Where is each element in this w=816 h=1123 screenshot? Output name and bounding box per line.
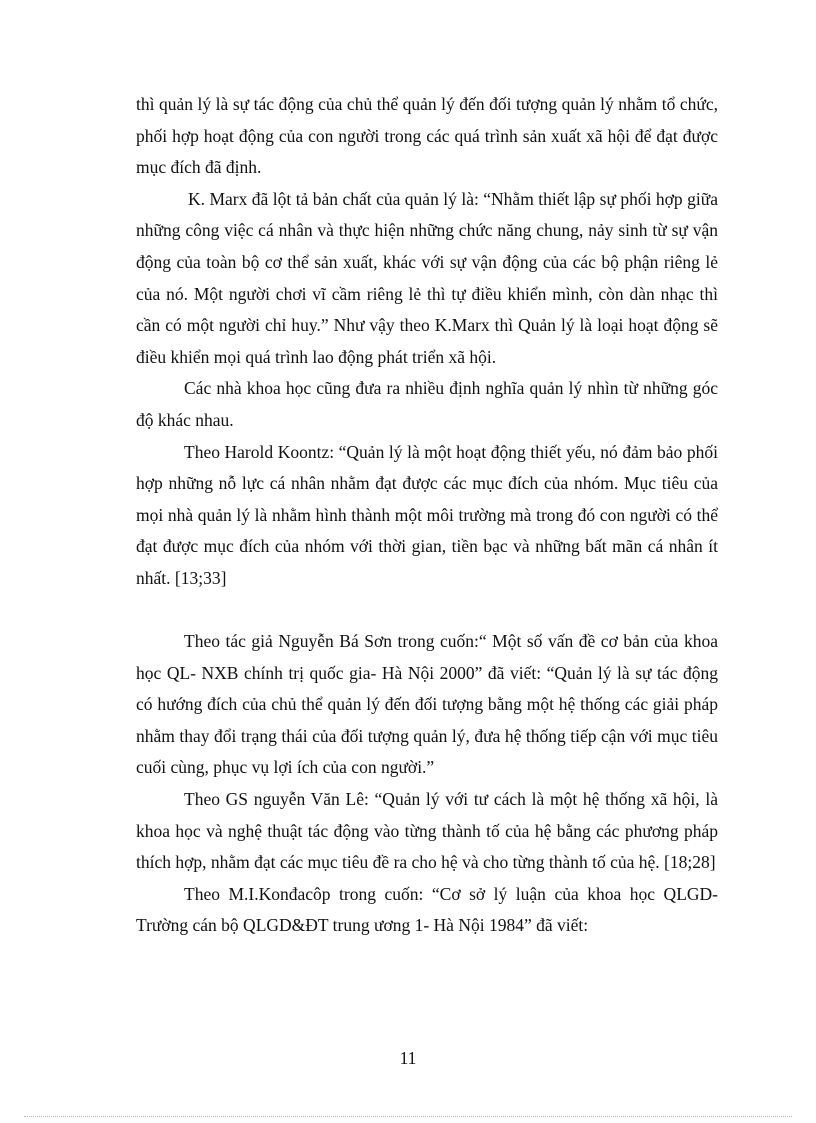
- paragraph-kondacop: Theo M.I.Konđacôp trong cuốn: “Cơ sở lý luận của khoa học QLGD- Trường cán bộ QLGD&ĐT trung ương 1- Hà Nội 1984” đã viết:: [136, 883, 718, 936]
- paragraph-koontz: Theo Harold Koontz: “Quản lý là một hoạt động thiết yếu, nó đảm bảo phối hợp những nỗ lực cá nhân nhằm đạt được các mục đích của nhóm. Mục tiêu của mọi nhà quản lý là nhằm hình thành một môi trường mà trong đó con người có thể đạt được mục đích của nhóm với thời gian, tiền bạc và những bất mãn cá nhân ít nhất. [13;33]: [136, 441, 718, 588]
- paragraph-nguyen-ba-son: Theo tác giả Nguyễn Bá Sơn trong cuốn:“ Một số vấn đề cơ bản của khoa học QL- NXB chính trị quốc gia- Hà Nội 2000” đã viết: “Quản lý là sự tác động có hướng đích của chủ thể quản lý đến đối tượng bằng một hệ thống các giải pháp nhằm thay đổi trạng thái của đối tượng quản lý, đưa hệ thống tiếp cận với mục tiêu cuối cùng, phục vụ lợi ích của con người.”: [136, 631, 718, 778]
- paragraph-continuation: thì quản lý là sự tác động của chủ thể quản lý đến đối tượng quản lý nhằm tổ chức, phối hợp hoạt động của con người trong các quá trình sản xuất xã hội để đạt được mục đích đã định.: [136, 94, 718, 178]
- paragraph-definitions-intro: Các nhà khoa học cũng đưa ra nhiều định nghĩa quản lý nhìn từ những góc độ khác nhau.: [136, 378, 718, 430]
- paragraph-gap: [136, 595, 718, 627]
- paragraph-marx: K. Marx đã lột tả bản chất của quản lý là: “Nhằm thiết lập sự phối hợp giữa những công việc cá nhân và thực hiện những chức năng chung, nảy sinh từ sự vận động của toàn bộ cơ thể sản xuất, khác với sự vận động của các bộ phận riêng lẻ của nó. Một người chơi vĩ cầm riêng lẻ thì tự điều khiển mình, còn dàn nhạc thì cần có một người chỉ huy.” Như vậy theo K.Marx thì Quản lý là loại hoạt động sẽ điều khiển mọi quá trình lao động phát triển xã hội.: [136, 188, 718, 367]
- page-bottom-divider: [24, 1116, 792, 1117]
- page-number: 11: [399, 1048, 417, 1068]
- body-text: [136, 89, 718, 942]
- paragraph-nguyen-van-le: Theo GS nguyễn Văn Lê: “Quản lý với tư cách là một hệ thống xã hội, là khoa học và nghệ thuật tác động vào từng thành tố của hệ bằng các phương pháp thích hợp, nhằm đạt các mục tiêu đề ra cho hệ và cho từng thành tố của hệ. [18;28]: [136, 789, 718, 873]
